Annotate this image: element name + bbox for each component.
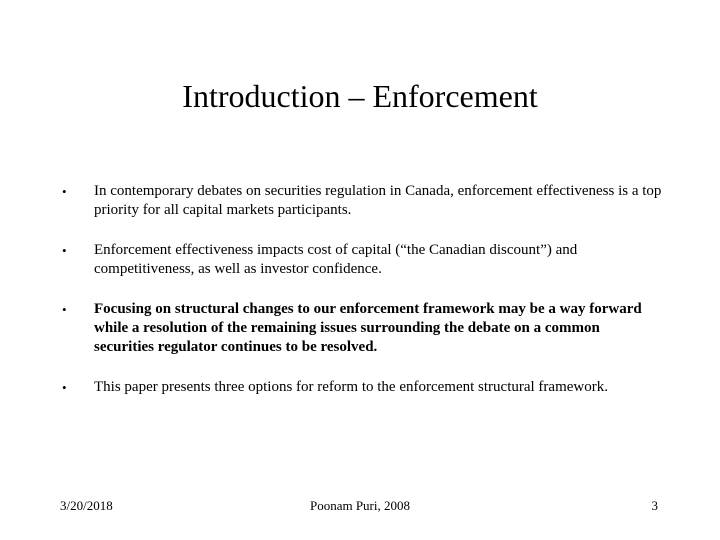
bullet-marker: • (62, 184, 67, 199)
footer-date: 3/20/2018 (60, 498, 113, 513)
bullet-marker: • (62, 380, 67, 395)
bullet-marker: • (62, 243, 67, 258)
bullet-item (62, 182, 662, 220)
bullet-marker: • (62, 302, 67, 317)
bullet-item (62, 241, 662, 279)
bullet-text: Enforcement effectiveness impacts cost of capital (“the Canadian discount”) and competitiveness, as well as investor confidence. (94, 242, 578, 277)
slide-title: Introduction – Enforcement (182, 78, 538, 114)
bullet-list (62, 182, 662, 418)
bullet-text: This paper presents three options for reform to the enforcement structural framework. (94, 379, 608, 395)
bullet-item-emphasized (62, 300, 662, 357)
footer-author: Poonam Puri, 2008 (309, 498, 411, 513)
bullet-item (62, 378, 662, 397)
bullet-text: In contemporary debates on securities regulation in Canada, enforcement effectiveness is a top priority for all capital markets participants. (94, 183, 662, 218)
page-number: 3 (651, 498, 658, 513)
bullet-text: Focusing on structural changes to our enforcement framework may be a way forward while a resolution of the remaining issues surrounding the debate on a common securities regulator continues to be resolved. (94, 301, 642, 355)
